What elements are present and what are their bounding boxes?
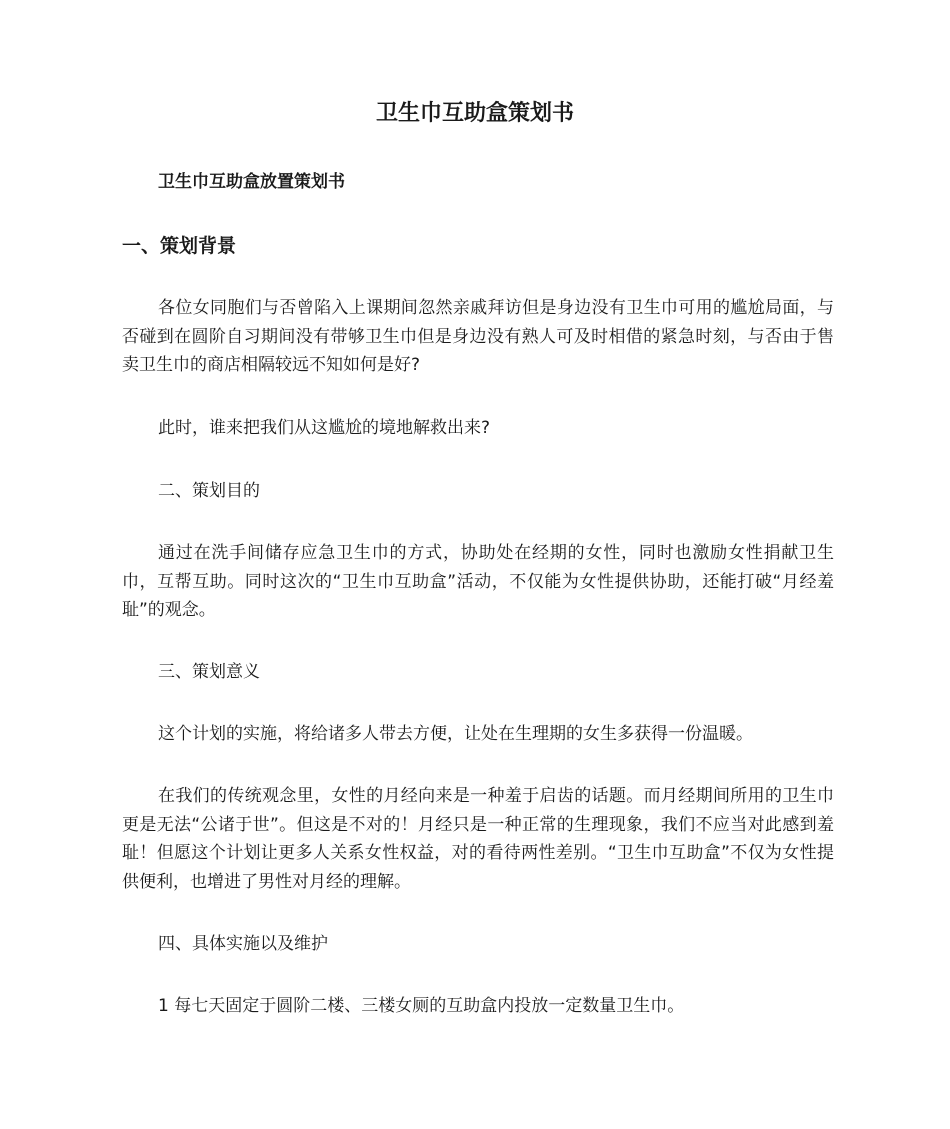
section-heading-significance: 三、策划意义 bbox=[158, 662, 260, 682]
paragraph-significance-1: 这个计划的实施，将给诸多人带去方便，让处在生理期的女生多获得一份温暖。 bbox=[158, 724, 753, 744]
paragraph-background: 各位女同胞们与否曾陷入上课期间忽然亲戚拜访但是身边没有卫生巾可用的尴尬局面，与否碰到在圆阶自习期间没有带够卫生巾但是身边没有熟人可及时相借的紧急时刻，与否由于售卖卫生巾的商店相隔较远不知如何是好? bbox=[122, 298, 834, 375]
paragraph-significance-2: 在我们的传统观念里，女性的月经向来是一种羞于启齿的话题。而月经期间所用的卫生巾更是无法“公诸于世”。但这是不对的！月经只是一种正常的生理现象，我们不应当对此感到羞耻！但愿这个计划让更多人关系女性权益，对的看待两性差别。“卫生巾互助盒”不仅为女性提供便利，也增进了男性对月经的理解。 bbox=[122, 786, 834, 892]
document-title: 卫生巾互助盒策划书 bbox=[375, 101, 574, 126]
section-heading-purpose: 二、策划目的 bbox=[158, 481, 260, 501]
paragraph-question: 此时，谁来把我们从这尴尬的境地解救出来? bbox=[158, 418, 491, 438]
list-item-implementation-1: 1 每七天固定于圆阶二楼、三楼女厕的互助盒内投放一定数量卫生巾。 bbox=[158, 996, 685, 1016]
section-heading-implementation: 四、具体实施以及维护 bbox=[158, 934, 328, 954]
paragraph-purpose: 通过在洗手间储存应急卫生巾的方式，协助处在经期的女性，同时也激励女性捐献卫生巾，互帮互助。同时这次的“卫生巾互助盒”活动，不仅能为女性提供协助，还能打破“月经羞耻”的观念。 bbox=[122, 543, 834, 620]
document-subtitle: 卫生巾互助盒放置策划书 bbox=[158, 172, 345, 192]
section-heading-background: 一、策划背景 bbox=[122, 235, 237, 257]
